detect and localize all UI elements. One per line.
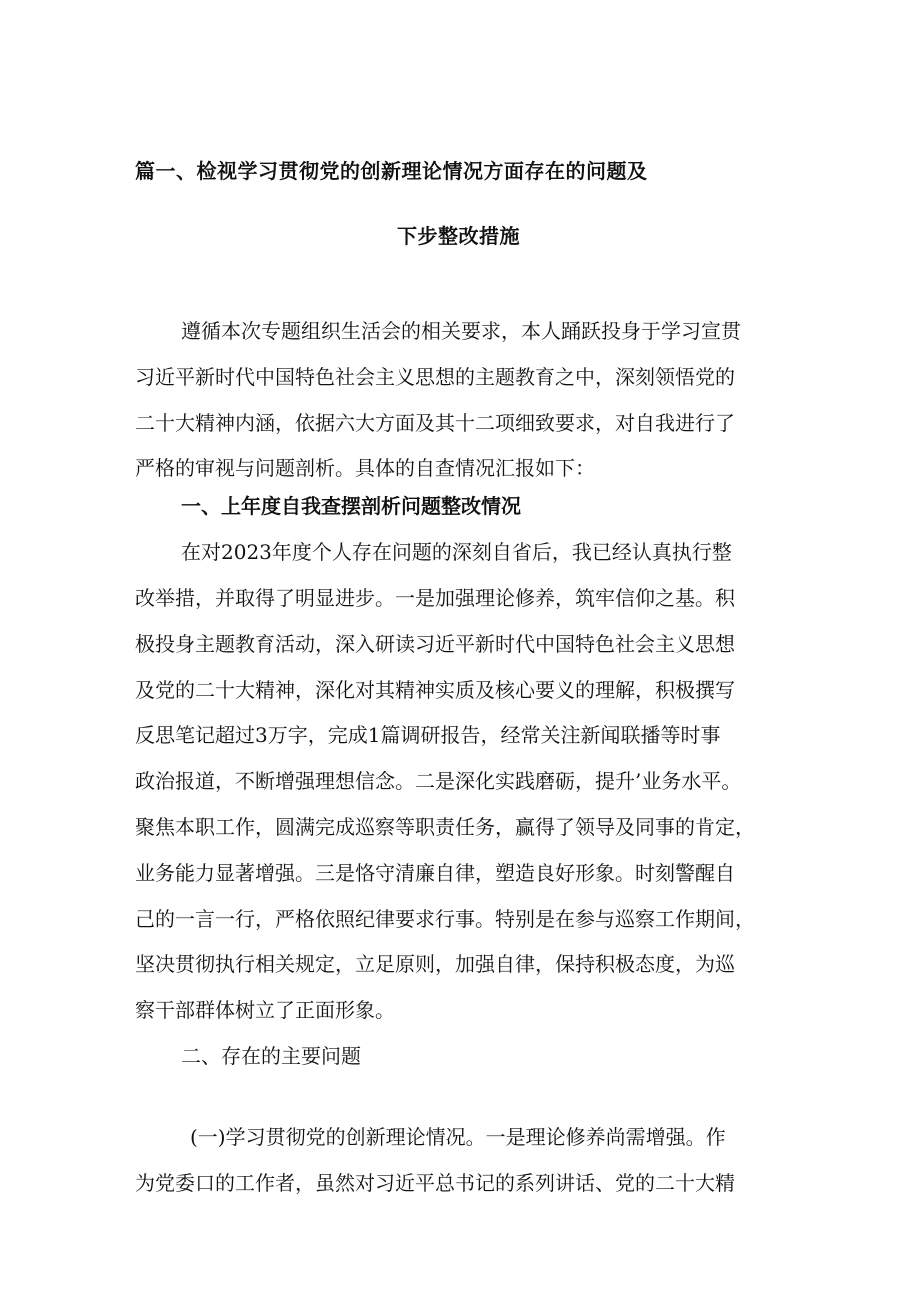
paragraph-body-line-10: 坚决贯彻执行相关规定，立足原则，加强自律，保持积极态度，为巡 [135, 952, 735, 976]
section-heading-1: 一、上年度自我查摆剖析问题整改情况 [181, 494, 521, 518]
subsection-line-2: 为党委口的工作者，虽然对习近平总书记的系列讲话、党的二十大精 [135, 1171, 735, 1195]
paragraph-body-line-9: 己的一言一行，严格依照纪律要求行事。特别是在参与巡察工作期间， [135, 907, 755, 931]
paragraph-intro-line-1: 遵循本次专题组织生活会的相关要求，本人踊跃投身于学习宣贯 [181, 319, 741, 343]
document-title-line-1: 篇一、检视学习贯彻党的创新理论情况方面存在的问题及 [135, 159, 648, 183]
subsection-line-1: (一)学习贯彻党的创新理论情况。一是理论修养尚需增强。作 [190, 1125, 726, 1149]
paragraph-body-line-7: 聚焦本职工作，圆满完成巡察等职责任务，赢得了领导及同事的肯定， [135, 815, 755, 839]
paragraph-body-line-6: 政治报道，不断增强理想信念。二是深化实践磨砺，提升’业务水平。 [135, 769, 742, 793]
paragraph-body-line-1: 在对2023年度个人存在问题的深刻自省后，我已经认真执行整 [181, 540, 732, 564]
paragraph-body-line-5: 反思笔记超过3万字，完成1篇调研报告，经常关注新闻联播等时事 [135, 723, 721, 747]
section-heading-2: 二、存在的主要问题 [181, 1044, 361, 1068]
paragraph-body-line-3: 极投身主题教育活动，深入研读习近平新时代中国特色社会主义思想 [135, 632, 735, 656]
paragraph-intro-line-4: 严格的审视与问题剖析。具体的自查情况汇报如下： [135, 456, 595, 480]
paragraph-body-line-2: 改举措，并取得了明显进步。一是加强理论修养，筑牢信仰之基。积 [135, 586, 735, 610]
paragraph-body-line-8: 业务能力显著增强。三是恪守清廉自律，塑造良好形象。时刻警醒自 [135, 861, 735, 885]
document-title-line-2: 下步整改措施 [397, 224, 520, 248]
paragraph-intro-line-2: 习近平新时代中国特色社会主义思想的主题教育之中，深刻领悟党的 [135, 365, 735, 389]
paragraph-intro-line-3: 二十大精神内涵，依据六大方面及其十二项细致要求，对自我进行了 [135, 411, 735, 435]
paragraph-body-line-11: 察干部群体树立了正面形象。 [135, 998, 395, 1022]
paragraph-body-line-4: 及党的二十大精神，深化对其精神实质及核心要义的理解，积极撰写 [135, 678, 735, 702]
